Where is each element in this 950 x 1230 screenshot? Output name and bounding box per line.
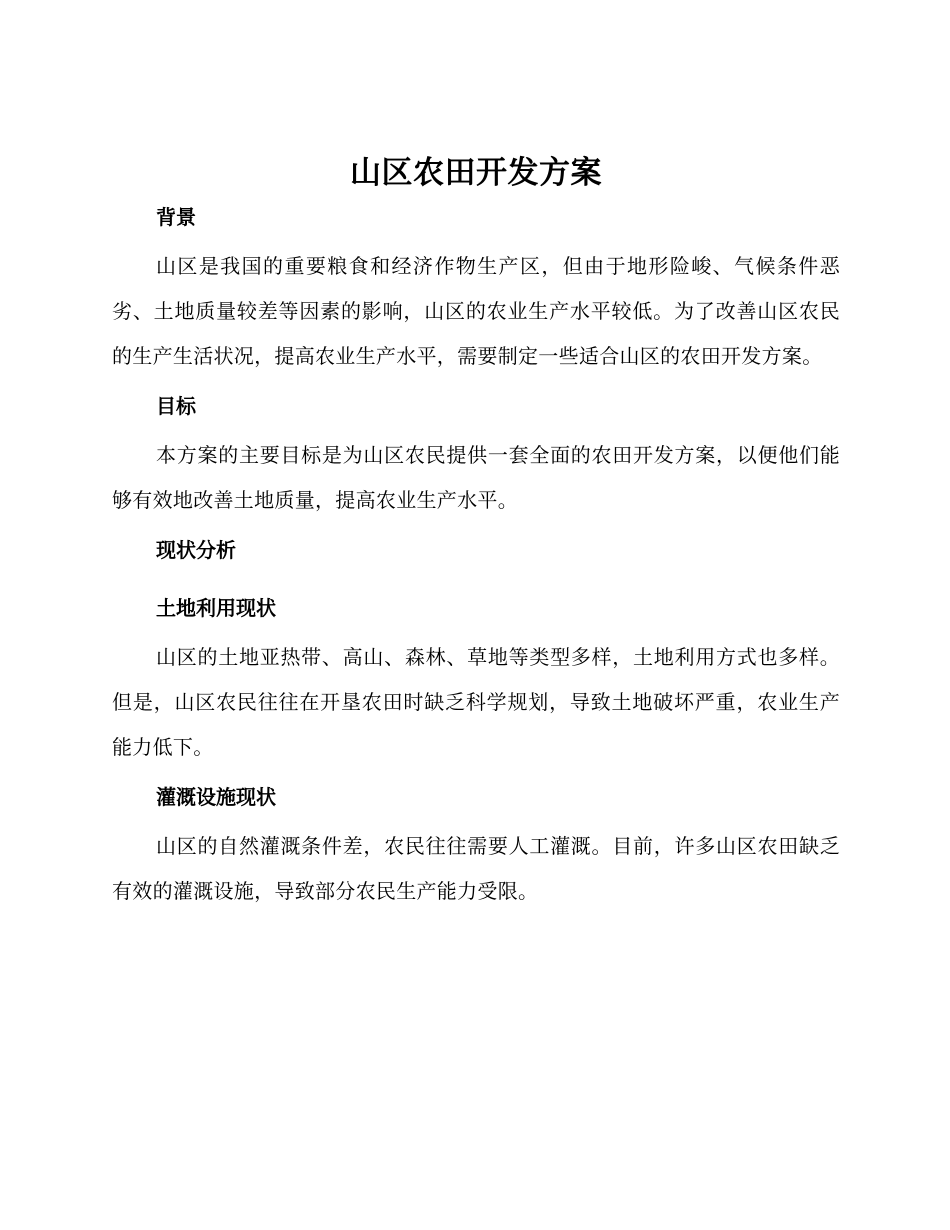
heading-irrigation: 灌溉设施现状	[156, 785, 276, 809]
paragraph-background: 山区是我国的重要粮食和经济作物生产区，但由于地形险峻、气候条件恶劣、土地质量较差等因素的影响，山区的农业生产水平较低。为了改善山区农民的生产生活状况，提高农业生产水平，需要制定一些适合山区的农田开发方案。	[112, 254, 840, 368]
heading-status-analysis: 现状分析	[156, 538, 236, 562]
document-title: 山区农田开发方案	[350, 155, 602, 191]
heading-goal: 目标	[156, 394, 196, 418]
paragraph-irrigation: 山区的自然灌溉条件差，农民往往需要人工灌溉。目前，许多山区农田缺乏有效的灌溉设施，导致部分农民生产能力受限。	[112, 834, 840, 903]
paragraph-goal: 本方案的主要目标是为山区农民提供一套全面的农田开发方案，以便他们能够有效地改善土地质量，提高农业生产水平。	[112, 443, 840, 512]
paragraph-land-use: 山区的土地亚热带、高山、森林、草地等类型多样，土地利用方式也多样。但是，山区农民往往在开垦农田时缺乏科学规划，导致土地破坏严重，农业生产能力低下。	[112, 645, 840, 759]
heading-background: 背景	[156, 205, 196, 229]
heading-land-use: 土地利用现状	[156, 596, 276, 620]
